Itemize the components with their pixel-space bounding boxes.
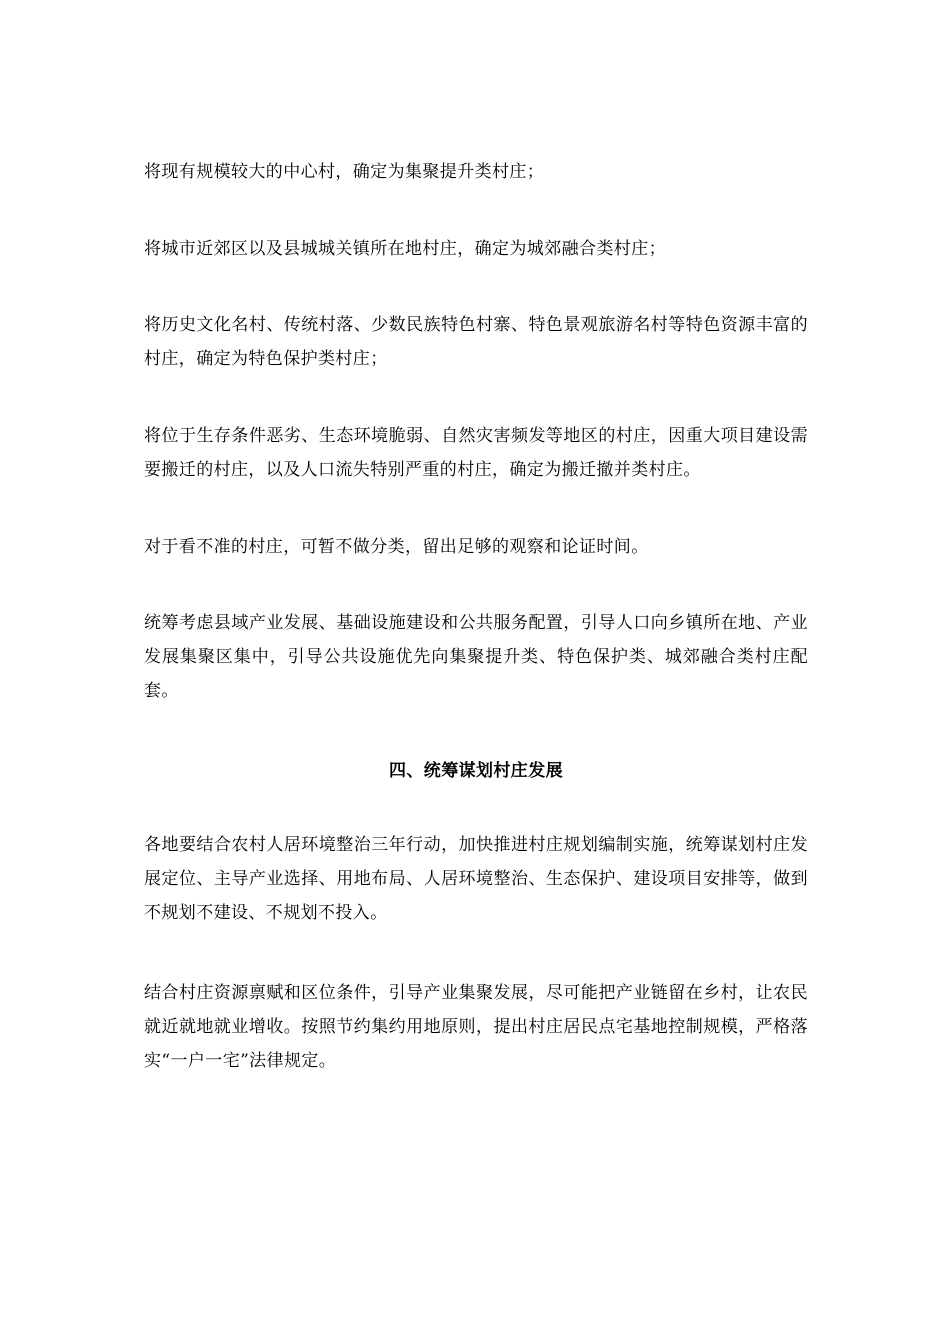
section-heading: 四、统筹谋划村庄发展 xyxy=(389,761,563,781)
paragraph-county-coordination: 统筹考虑县域产业发展、基础设施建设和公共服务配置，引导人口向乡镇所在地、产业发展集聚区集中，引导公共设施优先向集聚提升类、特色保护类、城郊融合类村庄配套。 xyxy=(144,613,808,701)
paragraph-unclassified-villages: 对于看不准的村庄，可暂不做分类，留出足够的观察和论证时间。 xyxy=(144,537,649,557)
paragraph-central-villages: 将现有规模较大的中心村，确定为集聚提升类村庄； xyxy=(144,162,545,182)
paragraph-relocation-villages: 将位于生存条件恶劣、生态环境脆弱、自然灾害频发等地区的村庄，因重大项目建设需要搬迁的村庄，以及人口流失特别严重的村庄，确定为搬迁撤并类村庄。 xyxy=(144,426,808,480)
paragraph-suburban-villages: 将城市近郊区以及县城城关镇所在地村庄，确定为城郊融合类村庄； xyxy=(144,239,666,259)
paragraph-heritage-villages: 将历史文化名村、传统村落、少数民族特色村寨、特色景观旅游名村等特色资源丰富的村庄，确定为特色保护类村庄； xyxy=(144,315,808,369)
paragraph-village-planning: 各地要结合农村人居环境整治三年行动，加快推进村庄规划编制实施，统筹谋划村庄发展定位、主导产业选择、用地布局、人居环境整治、生态保护、建设项目安排等，做到不规划不建设、不规划不投入。 xyxy=(144,835,808,923)
paragraph-industry-homestead: 结合村庄资源禀赋和区位条件，引导产业集聚发展，尽可能把产业链留在乡村，让农民就近就地就业增收。按照节约集约用地原则，提出村庄居民点宅基地控制规模，严格落实“一户一宅”法律规定。 xyxy=(144,983,808,1071)
